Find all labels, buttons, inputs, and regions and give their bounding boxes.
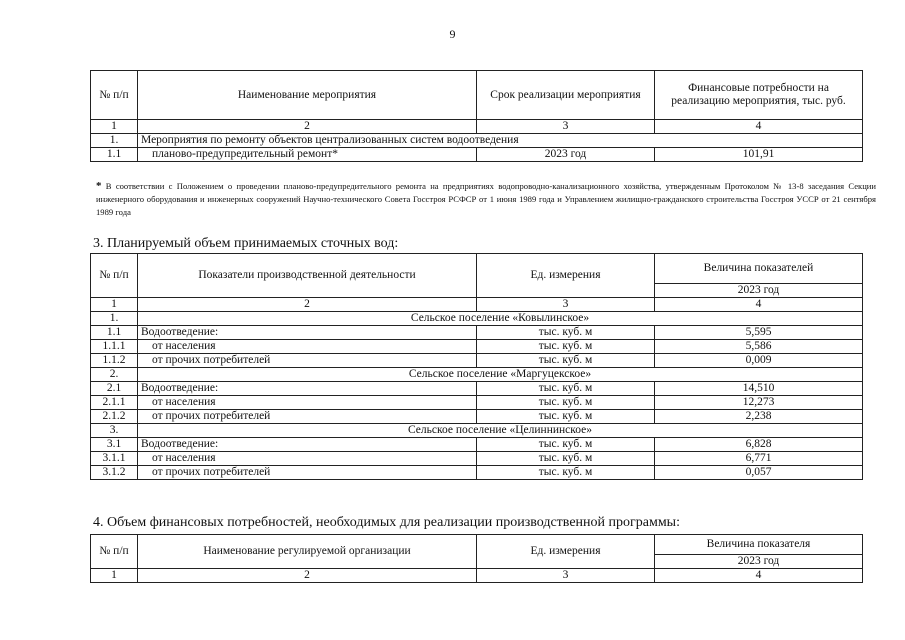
row-unit: тыс. куб. м	[477, 396, 655, 410]
row-value: 6,828	[655, 438, 863, 452]
table-row	[91, 340, 863, 354]
header-term: Срок реализации мероприятия	[477, 71, 655, 120]
row-num: 3.1.2	[91, 466, 138, 480]
row-name: от населения	[138, 396, 477, 410]
header-organization: Наименование регулируемой организации	[138, 535, 477, 569]
column-numbers-row	[91, 569, 863, 583]
row-name: планово-предупредительный ремонт*	[138, 148, 477, 162]
header-year: 2023 год	[655, 284, 863, 298]
col-number: 4	[655, 298, 863, 312]
col-number: 3	[477, 569, 655, 583]
header-financial-needs: Финансовые потребности на реализацию мероприятия, тыс. руб.	[655, 71, 863, 120]
row-num: 1.1.1	[91, 340, 138, 354]
section-4-title: 4. Объем финансовых потребностей, необходимых для реализации производственной программы:	[93, 515, 680, 530]
row-num: 3.1	[91, 438, 138, 452]
table-row	[91, 452, 863, 466]
row-value: 0,009	[655, 354, 863, 368]
col-number: 4	[655, 120, 863, 134]
table-row	[91, 382, 863, 396]
header-activity-name: Наименование мероприятия	[138, 71, 477, 120]
table-header-row	[91, 254, 863, 284]
header-unit: Ед. измерения	[477, 535, 655, 569]
row-name: от прочих потребителей	[138, 466, 477, 480]
group-name: Сельское поселение «Целиннинское»	[138, 424, 863, 438]
row-num: 1.	[91, 134, 138, 148]
row-num: 2.1	[91, 382, 138, 396]
table-row	[91, 354, 863, 368]
row-num: 1.1	[91, 326, 138, 340]
group-name: Сельское поселение «Маргуцекское»	[138, 368, 863, 382]
row-num: 1.1.2	[91, 354, 138, 368]
row-unit: тыс. куб. м	[477, 326, 655, 340]
row-unit: тыс. куб. м	[477, 466, 655, 480]
row-value: 14,510	[655, 382, 863, 396]
row-value: 6,771	[655, 452, 863, 466]
row-value: 101,91	[655, 148, 863, 162]
header-year: 2023 год	[655, 555, 863, 569]
row-name: от населения	[138, 452, 477, 466]
header-value: Величина показателя	[655, 535, 863, 555]
table-row	[91, 466, 863, 480]
group-row	[91, 312, 863, 326]
row-name: Мероприятия по ремонту объектов централизованных систем водоотведения	[138, 134, 863, 148]
row-num: 2.1.2	[91, 410, 138, 424]
table-header-row	[91, 535, 863, 555]
row-num: 3.1.1	[91, 452, 138, 466]
section-3-title: 3. Планируемый объем принимаемых сточных вод:	[93, 236, 399, 251]
row-num: 1.1	[91, 148, 138, 162]
header-num: № п/п	[91, 254, 138, 298]
col-number: 2	[138, 120, 477, 134]
row-unit: тыс. куб. м	[477, 452, 655, 466]
row-value: 5,595	[655, 326, 863, 340]
row-name: от прочих потребителей	[138, 354, 477, 368]
row-unit: тыс. куб. м	[477, 382, 655, 396]
table-row	[91, 134, 863, 148]
row-name: Водоотведение:	[138, 326, 477, 340]
header-values: Величина показателей	[655, 254, 863, 284]
row-name: от населения	[138, 340, 477, 354]
row-value: 5,586	[655, 340, 863, 354]
table-row	[91, 438, 863, 452]
row-unit: тыс. куб. м	[477, 354, 655, 368]
table-row	[91, 326, 863, 340]
header-indicators: Показатели производственной деятельности	[138, 254, 477, 298]
group-row	[91, 424, 863, 438]
row-name: Водоотведение:	[138, 438, 477, 452]
col-number: 4	[655, 569, 863, 583]
table-row	[91, 396, 863, 410]
group-num: 1.	[91, 312, 138, 326]
footnote	[96, 180, 876, 219]
column-numbers-row	[91, 120, 863, 134]
row-name: от прочих потребителей	[138, 410, 477, 424]
group-row	[91, 368, 863, 382]
row-value: 0,057	[655, 466, 863, 480]
header-num: № п/п	[91, 71, 138, 120]
table-header-row	[91, 71, 863, 120]
col-number: 1	[91, 120, 138, 134]
row-unit: тыс. куб. м	[477, 340, 655, 354]
col-number: 2	[138, 298, 477, 312]
footnote-star: *	[96, 180, 102, 192]
footnote-text: В соответствии с Положением о проведении планово-предупредительного ремонта на предприятиях водопроводно-канализационного хозяйства, утвержденным Протоколом № 13-8 заседания Секции инженерного оборудования и инженерных сооружений Научно-технического Совета Госстроя РСФСР от 1 июня 1989 года и Управлением жилищно-гражданского строительства Госстроя УССР от 21 сентября 1989 года	[96, 181, 876, 217]
page-number: 9	[449, 27, 456, 41]
group-num: 3.	[91, 424, 138, 438]
activities-table	[90, 70, 863, 162]
header-num: № п/п	[91, 535, 138, 569]
row-term: 2023 год	[477, 148, 655, 162]
row-unit: тыс. куб. м	[477, 410, 655, 424]
column-numbers-row	[91, 298, 863, 312]
financial-needs-table	[90, 534, 863, 583]
col-number: 1	[91, 569, 138, 583]
col-number: 2	[138, 569, 477, 583]
row-unit: тыс. куб. м	[477, 438, 655, 452]
table-row	[91, 148, 863, 162]
row-name: Водоотведение:	[138, 382, 477, 396]
row-value: 12,273	[655, 396, 863, 410]
wastewater-table	[90, 253, 863, 480]
header-unit: Ед. измерения	[477, 254, 655, 298]
group-num: 2.	[91, 368, 138, 382]
row-num: 2.1.1	[91, 396, 138, 410]
table-row	[91, 410, 863, 424]
col-number: 1	[91, 298, 138, 312]
col-number: 3	[477, 298, 655, 312]
row-value: 2,238	[655, 410, 863, 424]
group-name: Сельское поселение «Ковылинское»	[138, 312, 863, 326]
col-number: 3	[477, 120, 655, 134]
